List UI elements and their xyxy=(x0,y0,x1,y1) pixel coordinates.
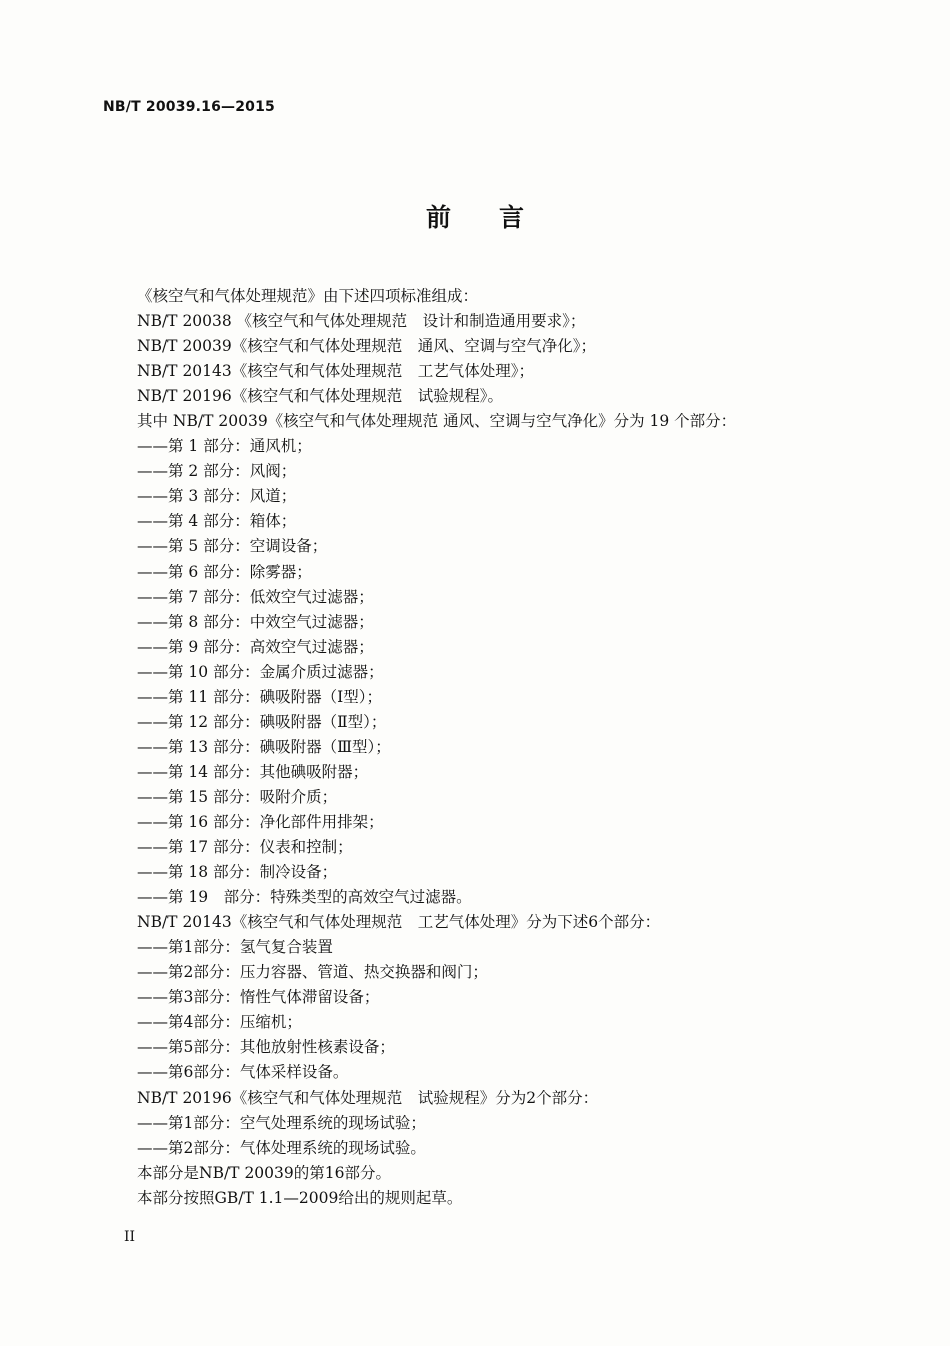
list-item: ——第2部分：压力容器、管道、热交换器和阀门； xyxy=(137,963,488,982)
text-line: 本部分按照GB/T 1.1—2009给出的规则起草。 xyxy=(137,1188,463,1207)
text-line: NB/T 20143《核空气和气体处理规范 工艺气体处理》； xyxy=(137,362,534,381)
list-item: ——第 12 部分：碘吸附器（Ⅱ型）； xyxy=(137,712,387,731)
text-line: NB/T 20196《核空气和气体处理规范 试验规程》。 xyxy=(137,387,503,406)
list-item: ——第 6 部分：除雾器； xyxy=(137,562,312,581)
list-item: ——第1部分：空气处理系统的现场试验； xyxy=(137,1113,426,1132)
list-item: ——第 18 部分：制冷设备； xyxy=(137,863,338,882)
text-line: NB/T 20143《核空气和气体处理规范 工艺气体处理》分为下述6个部分： xyxy=(137,913,661,932)
list-item: ——第 14 部分：其他碘吸附器； xyxy=(137,762,369,781)
list-item: ——第 11 部分：碘吸附器（Ⅰ型）； xyxy=(137,687,382,706)
list-item: ——第5部分：其他放射性核素设备； xyxy=(137,1038,395,1057)
text-line: 《核空气和气体处理规范》由下述四项标准组成： xyxy=(137,287,479,305)
page-number: II xyxy=(124,1229,136,1245)
text-line: NB/T 20196《核空气和气体处理规范 试验规程》分为2个部分： xyxy=(137,1088,599,1107)
foreword-body xyxy=(137,284,897,1211)
list-item: ——第2部分：气体处理系统的现场试验。 xyxy=(137,1138,426,1157)
list-item: ——第 16 部分：净化部件用排架； xyxy=(137,812,384,831)
text-line: NB/T 20038 《核空气和气体处理规范 设计和制造通用要求》； xyxy=(137,312,586,331)
list-item: ——第 1 部分：通风机； xyxy=(137,437,312,456)
list-item: ——第 4 部分：箱体； xyxy=(137,512,297,531)
list-item: ——第 3 部分：风道； xyxy=(137,487,297,506)
list-item: ——第 2 部分：风阀； xyxy=(137,462,297,481)
list-item: ——第 13 部分：碘吸附器（Ⅲ型）； xyxy=(137,737,391,756)
list-item: ——第 7 部分：低效空气过滤器； xyxy=(137,587,374,606)
page-title: 前言 xyxy=(425,203,572,232)
text-line: 其中 NB/T 20039《核空气和气体处理规范 通风、空调与空气净化》分为 19 个部分： xyxy=(137,412,737,431)
list-item: ——第6部分：气体采样设备。 xyxy=(137,1063,349,1082)
list-item: ——第 15 部分：吸附介质； xyxy=(137,787,338,806)
list-item: ——第3部分：惰性气体滞留设备； xyxy=(137,988,380,1007)
text-line: 本部分是NB/T 20039的第16部分。 xyxy=(137,1163,391,1182)
list-item: ——第 10 部分：金属介质过滤器； xyxy=(137,662,384,681)
list-item: ——第 17 部分：仪表和控制； xyxy=(137,838,353,857)
text-line: NB/T 20039《核空气和气体处理规范 通风、空调与空气净化》； xyxy=(137,337,597,356)
list-item: ——第 5 部分：空调设备； xyxy=(137,537,328,556)
list-item: ——第 19 部分：特殊类型的高效空气过滤器。 xyxy=(137,888,472,907)
list-item: ——第1部分：氢气复合装置 xyxy=(137,938,333,957)
list-item: ——第4部分：压缩机； xyxy=(137,1013,302,1032)
list-item: ——第 8 部分：中效空气过滤器； xyxy=(137,612,374,631)
list-item: ——第 9 部分：高效空气过滤器； xyxy=(137,637,374,656)
standard-number: NB/T 20039.16—2015 xyxy=(103,99,275,115)
